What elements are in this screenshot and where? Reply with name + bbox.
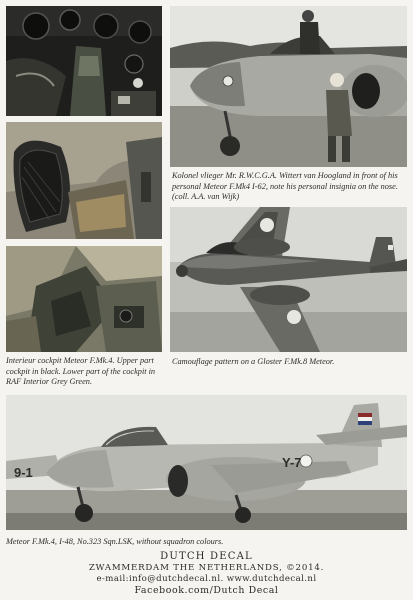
caption-camouflage: Camouflage pattern on a Gloster F.Mk.8 Meteor. <box>172 357 335 366</box>
footer-contact: e-mail:info@dutchdecal.nl. www.dutchdecal.nl <box>96 574 317 584</box>
footer-location: ZWAMMERDAM THE NETHERLANDS, ©2014. <box>88 563 325 573</box>
photo-meteor-i48 <box>6 395 407 530</box>
footer <box>0 551 413 597</box>
photo-wittert-meteor <box>170 6 407 167</box>
footer-facebook: Facebook.com/Dutch Decal <box>134 585 279 596</box>
photo-cockpit-interior <box>6 122 162 239</box>
marking-left: 9-1 <box>14 465 33 480</box>
photo-cockpit-panel <box>6 6 162 116</box>
caption-i48: Meteor F.Mk.4, I-48, No.323 Sqn.LSK, without squadron colours. <box>6 537 224 546</box>
footer-brand: DUTCH DECAL <box>160 551 253 562</box>
photo-camouflage-meteor <box>170 207 407 352</box>
marking-right: Y-7 <box>282 455 302 470</box>
photo-cockpit-lower <box>6 246 162 352</box>
caption-cockpit: Interieur cockpit Meteor F.Mk.4. Upper part cockpit in black. Lower part of the cockpit in RAF Interior Grey Green. <box>6 356 156 386</box>
caption-wittert: Kolonel vlieger Mr. R.W.C.G.A. Wittert van Hoogland in front of his personal Meteor F.Mk4 I-62, note his personal insignia on the nose. (coll. A.A. van Wijk) <box>172 171 398 201</box>
